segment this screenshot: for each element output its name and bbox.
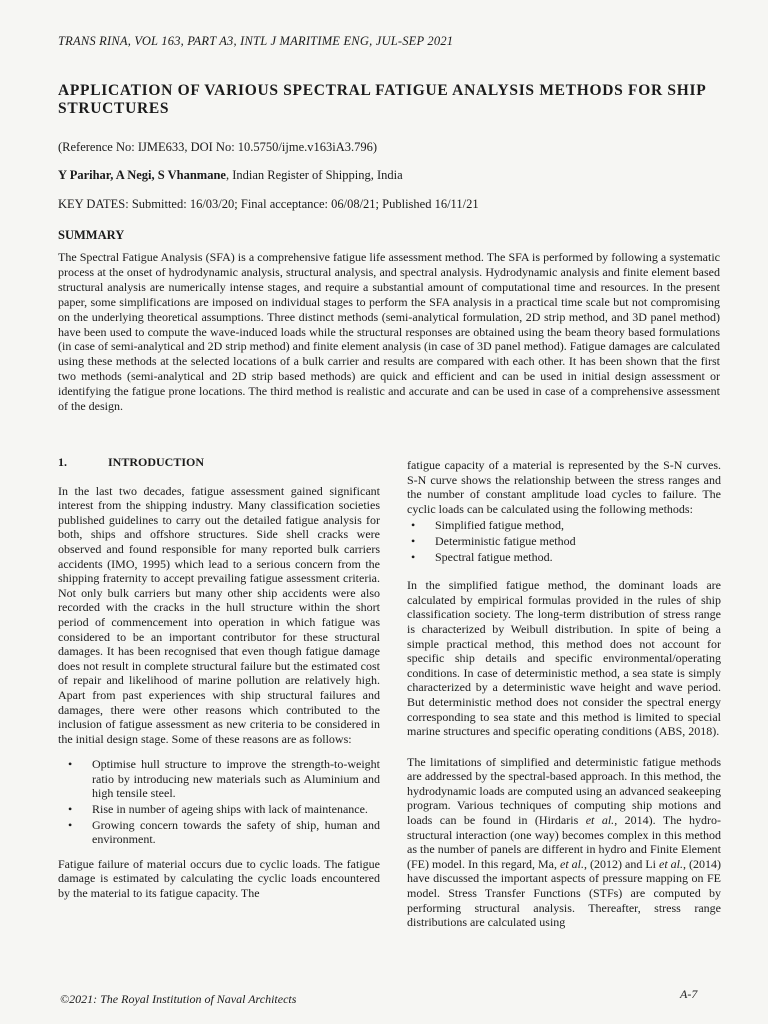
text-run: , (2012) and Li: [584, 856, 659, 871]
list-item: [407, 518, 721, 533]
list-item-text: Optimise hull structure to improve the strength-to-weight ratio by introducing new materials such as Aluminium and high tensile steel.: [92, 757, 380, 801]
italic-run: et al.: [585, 813, 615, 828]
page-number: A-7: [680, 987, 698, 1001]
copyright-footer: ©2021: The Royal Institution of Naval Architects: [60, 992, 297, 1006]
authors-line: [58, 168, 403, 183]
list-item: [407, 534, 721, 549]
author-names: Y Parihar, A Negi, S Vhanmane: [58, 168, 226, 182]
list-item: [407, 550, 721, 565]
right-paragraph-3: [407, 755, 721, 930]
paper-title: APPLICATION OF VARIOUS SPECTRAL FATIGUE ANALYSIS METHODS FOR SHIP STRUCTURES: [58, 82, 706, 117]
list-item-text: Growing concern towards the safety of ship, human and environment.: [92, 817, 380, 847]
section-number: 1.: [58, 455, 67, 469]
bullet-icon: •: [411, 518, 416, 533]
reference-line: (Reference No: IJME633, DOI No: 10.5750/ijme.v163iA3.796): [58, 140, 378, 154]
list-item-text: Deterministic fatigue method: [435, 533, 576, 548]
text-run: , (2014) have discussed the important aspects of pressure mapping on FE model. Stress Transfer Functions (STFs) are computed by performing structural analysis. Thereafter, stress range distributions are calculated using: [407, 856, 721, 930]
bullet-icon: •: [68, 757, 73, 772]
text-run: , 2014). The hydro-structural interaction (one way) becomes complex in this method as the number of panels are different in hydro and Finite Element (FE) model. In this regard, Ma,: [407, 813, 721, 871]
key-dates: KEY DATES: Submitted: 16/03/20; Final acceptance: 06/08/21; Published 16/11/21: [58, 197, 479, 211]
text-run: The limitations of simplified and deterministic fatigue methods are addressed by the spectral-based approach. In this method, the hydrodynamic loads are computed using an advanced seakeeping program. Various techniques of computing ship motions and loads can be found in (Hirdaris: [407, 754, 721, 828]
bullet-icon: •: [411, 533, 416, 548]
intro-paragraph-2: Fatigue failure of material occurs due to cyclic loads. The fatigue damage is estimated by calculating the cyclic loads encountered by the material to its fatigue capacity. The: [58, 856, 380, 901]
intro-paragraph-1: In the last two decades, fatigue assessment gained significant interest from the shipping industry. Many classification societies published guidelines to carry out the detailed fatigue analysis for both, ships and offshore structures. Side shell cracks were observed and found responsible for many reported bulk carriers accidents (IMO, 1995) which lead to a serious concern from the shipping fraternity to accept prevailing fatigue assessment criteria. Not only bulk carriers but many other ship accidents were also recorded with the cracks in the hull structure within the short period of commencement into operation in which fatigue was considered to be an important contributor for these structural damages. It has been recognised that even though fatigue damage does not result in complete structural failure but the estimated cost of repair and likelihood of marine pollution are relatively high. Apart from past experiences with ship structural failures and damages, there were other reasons which contributed to the inclusion of fatigue assessment as new criteria to be considered in the initial design stage. Some of these reasons are as follows:: [58, 483, 380, 746]
list-item: [58, 802, 380, 817]
bullet-icon: •: [68, 817, 73, 832]
reasons-list: [58, 757, 380, 847]
list-item: [58, 818, 380, 847]
bullet-icon: •: [411, 549, 416, 564]
right-paragraph-2: In the simplified fatigue method, the dominant loads are calculated by empirical formulas provided in the rules of ship classification society. The long-term distribution of stress range is characterized by Weibull distribution. In spite of being a simple practical method, this method does not account for specific ship details and specific environmental/operating conditions. In case of deterministic method, a sea state is simply characterized by a deterministic wave height and wave period. But deterministic method does not consider the spectral energy corresponding to sea state and this method is limited to special marine structures and specific operating conditions (ABS, 2018).: [407, 578, 721, 739]
left-column: [58, 455, 380, 912]
summary-text: The Spectral Fatigue Analysis (SFA) is a comprehensive fatigue life assessment method. The SFA is performed by following a systematic process at the onset of hydrodynamic analysis, structural analysis, and spectral analysis. Hydrodynamic analysis and finite element based structural analysis are numerically intense stages, and require a substantial amount of computational time and resources. In the present paper, some simplifications are imposed on individual stages to perform the SFA analysis in a practical time scale but not compromising on the underlying theoretical assumptions. Three distinct methods (semi-analytical formulation, 2D strip method, and 3D panel method) have been used to compute the wave-induced loads while the structural responses are obtained using the beam theory based formulations (in case of semi-analytical and 2D strip method) and finite element analysis (in case of 3D panel method). Fatigue damages are calculated using these methods at the selected locations of a bulk carrier and results are compared with each other. It has been shown that the first two methods (semi-analytical and 2D strip based methods) are quick and efficient and can be used in initial design assessment or identifying the fatigue prone locations. The third method is realistic and accurate and can be used in case of a comprehensive assessment of the design.: [58, 250, 720, 414]
italic-run: et al.: [659, 856, 683, 871]
summary-heading: SUMMARY: [58, 228, 125, 242]
list-item: [58, 757, 380, 801]
right-column: [407, 458, 721, 941]
affiliation: , Indian Register of Shipping, India: [225, 168, 403, 182]
list-item-text: Rise in number of ageing ships with lack of maintenance.: [92, 802, 368, 817]
journal-header: TRANS RINA, VOL 163, PART A3, INTL J MARITIME ENG, JUL-SEP 2021: [58, 34, 454, 48]
bullet-icon: •: [68, 802, 73, 817]
methods-list: [407, 518, 721, 564]
list-item-text: Simplified fatigue method,: [435, 518, 564, 533]
right-paragraph-1: fatigue capacity of a material is represented by the S-N curves. S-N curve shows the relationship between the stress ranges and the number of constant amplitude load cycles to failure. The cyclic loads can be calculated using the following methods:: [407, 458, 721, 516]
section-title: INTRODUCTION: [108, 455, 205, 469]
list-item-text: Spectral fatigue method.: [435, 549, 553, 564]
italic-run: et al.: [560, 856, 584, 871]
section-heading: [58, 455, 380, 470]
